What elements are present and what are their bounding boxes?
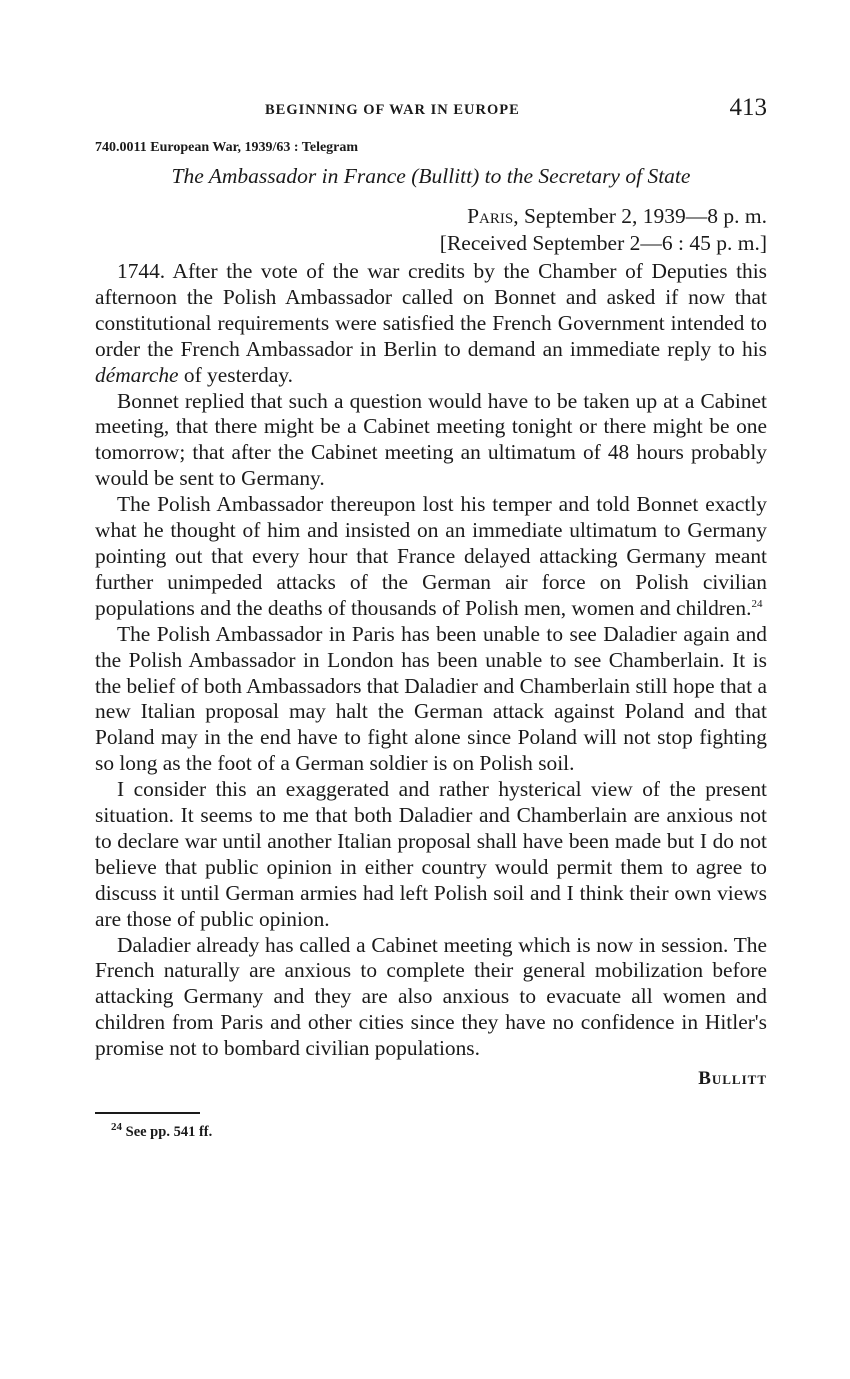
page-number: 413 <box>729 94 767 121</box>
paragraph-2: Bonnet replied that such a question would have to be taken up at a Cabinet meeting, that there might be a Cabinet meeting tonight or there might be one tomorrow; that after the Cabinet meeting an ultimatum of 48 hours probably would be sent to Germany. <box>95 388 767 491</box>
paragraph-1-text-a: 1744. After the vote of the war credits by the Chamber of Deputies this afternoon the Polish Ambassador called on Bonnet and asked if now that constitutional requirements were satisfied the French Government intended to order the French Ambassador in Berlin to demand an immediate reply to his <box>95 259 767 361</box>
dateline-date: September 2, 1939—8 p. m. <box>518 204 767 228</box>
footnote <box>111 1121 767 1141</box>
telegram-body <box>95 259 767 1062</box>
paragraph-3-text: The Polish Ambassador thereupon lost his temper and told Bonnet exactly what he thought of him and insisted on an immediate ultimatum to Germany pointing out that every hour that France delayed attacking Germany meant further unimpeded attacks of the German air force on Polish civilian populations and the deaths of thousands of Polish men, women and children. <box>95 492 767 620</box>
signature: Bullitt <box>698 1068 767 1090</box>
document-page <box>95 88 767 1141</box>
file-reference: 740.0011 European War, 1939/63 : Telegram <box>95 140 359 155</box>
paragraph-5: I consider this an exaggerated and rather hysterical view of the present situation. It seems to me that both Daladier and Chamberlain are anxious not to declare war until another Italian proposal shall have been made but I do not believe that public opinion in either country would permit them to agree to discuss it until German armies had left Polish soil and I think their own views are those of public opinion. <box>95 777 767 931</box>
footnote-reference: 24 <box>751 597 763 610</box>
paragraph-1 <box>95 259 767 389</box>
paragraph-6: Daladier already has called a Cabinet meeting which is now in session. The French naturally are anxious to complete their general mobilization before attacking Germany and they are also anxious to evacuate all women and children from Paris and other cities since they have no confidence in Hitler's promise not to bombard civilian populations. <box>95 932 767 1061</box>
document-title: The Ambassador in France (Bullitt) to the Secretary of State <box>171 164 691 188</box>
footnote-text: See pp. 541 ff. <box>122 1124 213 1141</box>
running-head: BEGINNING OF WAR IN EUROPE <box>265 102 520 118</box>
dateline-received: [Received September 2—6 : 45 p. m.] <box>439 231 767 255</box>
paragraph-4: The Polish Ambassador in Paris has been unable to see Daladier again and the Polish Ambassador in London has been unable to see Chamberlain. It is the belief of both Ambassadors that Daladier and Chamberlain still hope that a new Italian proposal may halt the German attack against Poland and that Poland may in the end have to fight alone since Poland will not stop fighting so long as the foot of a German soldier is on Polish soil. <box>95 621 767 776</box>
dateline-place: Paris, <box>467 204 519 228</box>
dateline <box>95 203 767 257</box>
paragraph-1-italic: démarche <box>95 362 179 387</box>
footnote-marker: 24 <box>111 1121 122 1134</box>
paragraph-3 <box>95 492 767 622</box>
footnote-divider <box>95 1112 200 1114</box>
page-header <box>95 88 767 128</box>
dateline-sent <box>95 203 767 230</box>
paragraph-1-text-b: of yesterday. <box>178 362 293 387</box>
